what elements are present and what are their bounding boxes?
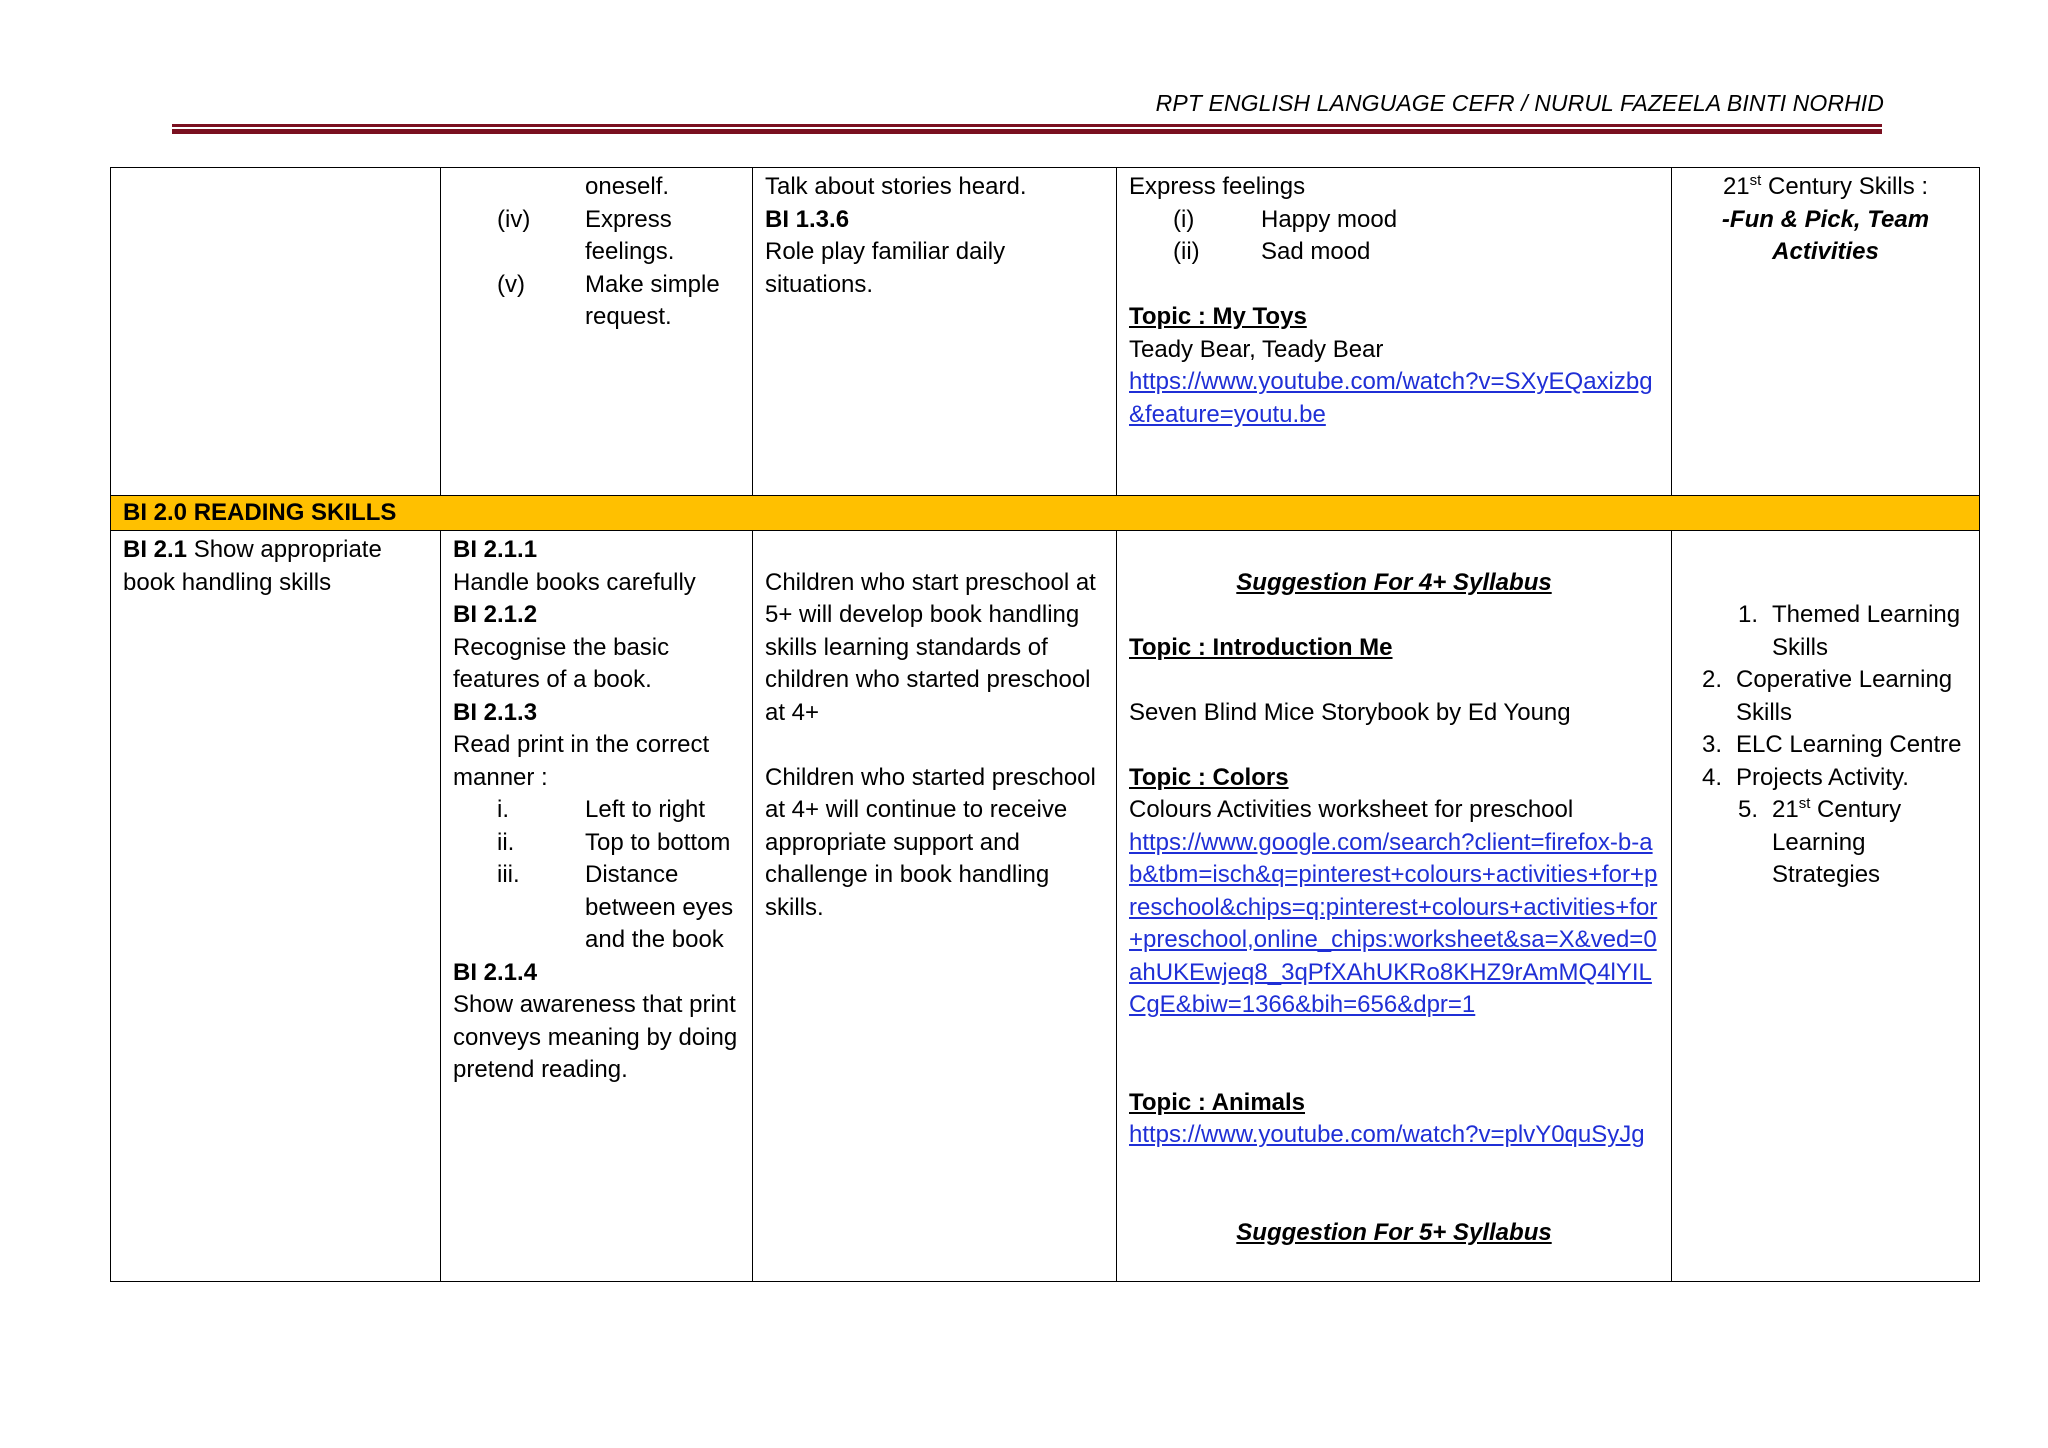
content-standard-cell: [111, 531, 441, 1282]
activity-cell: [753, 168, 1117, 496]
list-item-text: Sad mood: [1261, 238, 1371, 265]
learning-standard-cell: [441, 531, 753, 1282]
google-search-link[interactable]: https://www.google.com/search?client=firefox-b-ab&tbm=isch&q=pinterest+colours+activities+for+preschool&chips=q:pinterest+colours+activities+for+preschool,online_chips:worksheet&sa=X&ved=0ahUKEwjeq8_3qPfXAhUKRo8KHZ9rAmMQ4lYILCgE&biw=1366&bih=656&dpr=1: [1129, 828, 1658, 1018]
list-item-number: 4.: [1702, 763, 1723, 791]
standard-text: Show awareness that print conveys meaning by doing pretend reading.: [453, 991, 738, 1083]
list-item-number: 1.: [1738, 601, 1759, 628]
youtube-link[interactable]: https://www.youtube.com/watch?v=SXyEQaxizbg&feature=youtu.be: [1129, 368, 1653, 428]
list-item-text: Top to bottom: [585, 828, 731, 856]
section-heading: BI 2.0 READING SKILLS: [111, 496, 1980, 531]
section-row: [111, 496, 1980, 531]
activity-text: Role play familiar daily situations.: [765, 238, 1006, 298]
list-item-number: (ii): [1173, 238, 1200, 265]
header-divider-thick: [172, 129, 1882, 134]
list-item-number: ii.: [497, 828, 515, 856]
suggestion-heading: Suggestion For 4+ Syllabus: [1236, 568, 1552, 596]
storybook-title: Seven Blind Mice Storybook by Ed Young: [1129, 698, 1571, 726]
skills-cell: [1672, 531, 1980, 1282]
activity-text: Children who start preschool at 5+ will develop book handling skills learning standards of children who started preschool at 4+: [765, 568, 1096, 726]
header-divider-thin: [172, 124, 1882, 127]
resources-cell: [1117, 531, 1672, 1282]
lesson-plan-table: [110, 167, 1980, 1282]
worksheet-title: Colours Activities worksheet for preschool: [1129, 796, 1574, 823]
topic-heading: Topic : Animals: [1129, 1088, 1306, 1116]
list-item-number: 3.: [1702, 731, 1723, 758]
standard-code: BI 1.3.6: [765, 205, 850, 233]
express-feelings-heading: Express feelings: [1129, 173, 1306, 200]
skills-cell: [1672, 168, 1980, 496]
list-item: [453, 827, 740, 860]
list-item: [1684, 794, 1967, 892]
list-item-number: 2.: [1702, 666, 1723, 693]
list-item-text: Make simple request.: [585, 270, 720, 330]
list-item-text: Projects Activity.: [1736, 763, 1909, 791]
list-item-number: (iv): [497, 205, 531, 233]
list-item-number: i.: [497, 796, 509, 823]
youtube-link[interactable]: https://www.youtube.com/watch?v=plvY0quSyJg: [1129, 1121, 1645, 1148]
list-item-text: Left to right: [585, 796, 706, 823]
century-skills-detail: -Fun & Pick, Team Activities: [1721, 205, 1930, 265]
list-item-text: Themed Learning Skills: [1772, 601, 1961, 661]
list-item: [1129, 204, 1659, 237]
standard-code: BI 2.1.4: [453, 958, 538, 986]
list-item: [1684, 762, 1967, 795]
table-row: [111, 168, 1980, 496]
activity-text: Children who started preschool at 4+ will continue to receive appropriate support and challenge in book handling skills.: [765, 763, 1096, 921]
activity-cell: [753, 531, 1117, 1282]
list-item: [453, 794, 740, 827]
page-header-title: RPT ENGLISH LANGUAGE CEFR / NURUL FAZEELA BINTI NORHID: [1155, 90, 1884, 116]
activity-text: Talk about stories heard.: [765, 173, 1027, 200]
list-item: [453, 171, 740, 204]
list-item-number: 5.: [1738, 796, 1759, 823]
suggestion-heading: Suggestion For 5+ Syllabus: [1236, 1218, 1552, 1246]
list-item-text: Distance between eyes and the book: [585, 861, 734, 953]
resources-cell: [1117, 168, 1672, 496]
list-item: [1684, 729, 1967, 762]
standard-text: Recognise the basic features of a book.: [453, 633, 670, 693]
list-item: [1684, 664, 1967, 729]
list-item-text: Happy mood: [1261, 205, 1398, 233]
list-item-number: iii.: [497, 861, 520, 888]
learning-standard-cell: [441, 168, 753, 496]
list-item: [453, 859, 740, 957]
topic-heading: Topic : Introduction Me: [1129, 633, 1393, 661]
standard-code: BI 2.1.2: [453, 601, 538, 628]
standard-text: Handle books carefully: [453, 568, 696, 596]
standard-code: BI 2.1.3: [453, 698, 538, 726]
table-row: [111, 531, 1980, 1282]
list-item-text: Coperative Learning Skills: [1736, 666, 1953, 726]
list-item-text: ELC Learning Centre: [1736, 731, 1962, 758]
list-item-number: (i): [1173, 205, 1195, 233]
topic-heading: Topic : Colors: [1129, 763, 1289, 791]
content-standard-cell: [111, 168, 441, 496]
list-item: [453, 204, 740, 269]
list-item-text: oneself.: [585, 173, 670, 200]
standard-text: Show appropriate book handling skills: [123, 536, 382, 596]
song-title: Teady Bear, Teady Bear: [1129, 335, 1384, 363]
standard-code: BI 2.1: [123, 536, 188, 563]
standard-code: BI 2.1.1: [453, 536, 538, 563]
standard-text: Read print in the correct manner :: [453, 731, 710, 791]
list-item-number: [453, 171, 585, 204]
list-item-number: (v): [497, 270, 525, 298]
list-item: [1684, 599, 1967, 664]
list-item-text: 21st Century Learning Strategies: [1772, 795, 1902, 888]
list-item: [453, 269, 740, 334]
list-item-text: Express feelings.: [585, 205, 675, 265]
list-item: [1129, 236, 1659, 269]
topic-heading: Topic : My Toys: [1129, 303, 1307, 330]
century-skills-label: 21st Century Skills :: [1722, 172, 1929, 200]
